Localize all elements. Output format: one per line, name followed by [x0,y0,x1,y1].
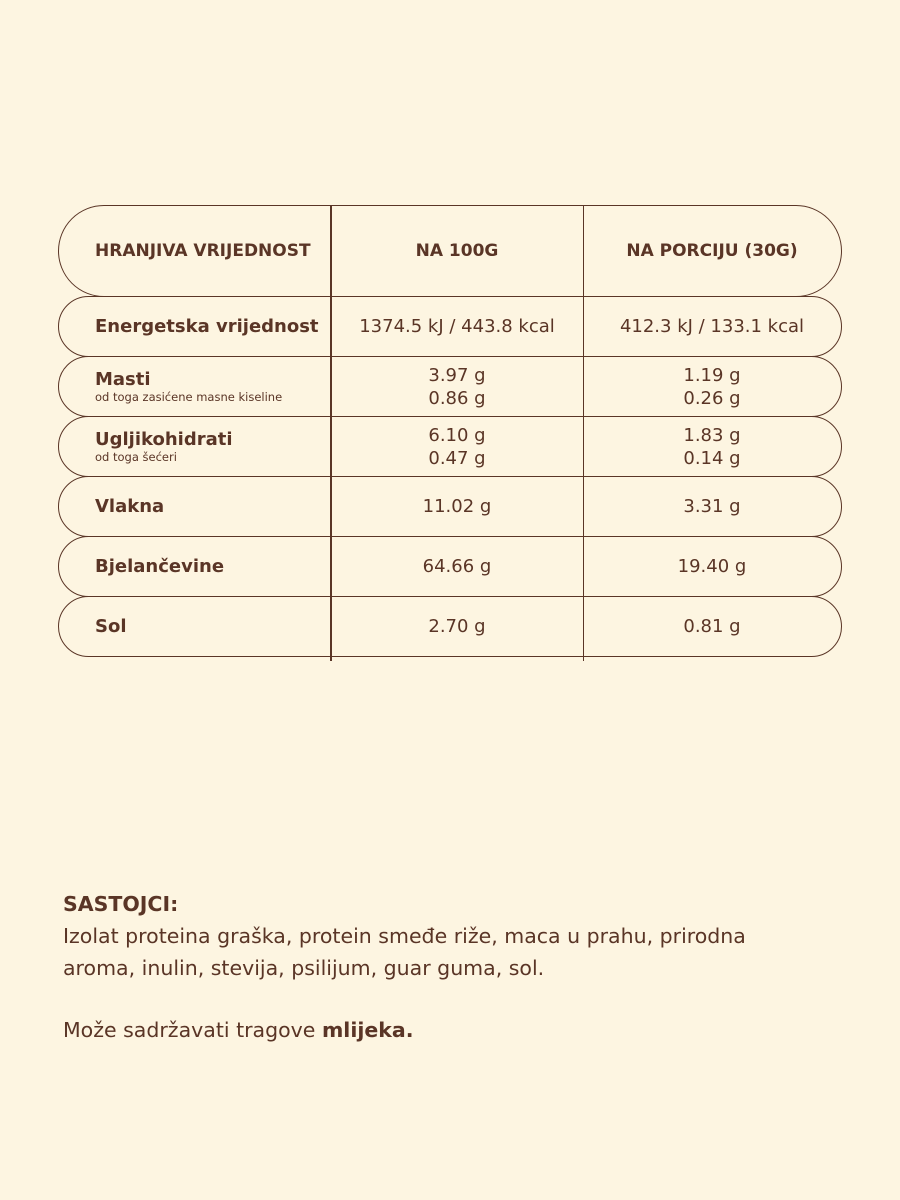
row-label: Sol [95,616,127,637]
ingredients-text: Izolat proteina graška, protein smeđe riže, maca u prahu, prirodna aroma, inulin, stevija, psilijum, guar guma, sol. [63,924,746,980]
allergen-highlight: mlijeka. [321,1018,414,1042]
value-per-serving: 0.81 g [683,616,741,637]
header-per-100g: NA 100G [415,241,499,261]
row-sublabel: od toga šećeri [95,450,177,464]
row-salt [58,596,842,657]
row-carbohydrates [58,416,842,477]
table-header-row [58,205,842,297]
row-label: Ugljikohidrati [95,429,233,450]
header-nutrition-label: HRANJIVA VRIJEDNOST [95,241,311,261]
value-per-100g: 1374.5 kJ / 443.8 kcal [359,316,555,337]
row-label: Vlakna [95,496,165,517]
ingredients-section [63,888,823,1046]
row-label: Bjelančevine [95,556,225,577]
row-fiber [58,476,842,537]
subvalue-per-100g: 0.47 g [428,447,486,469]
value-per-100g: 64.66 g [422,556,492,577]
subvalue-per-100g: 0.86 g [428,387,486,409]
row-protein [58,536,842,597]
column-divider-2 [583,206,584,661]
subvalue-per-serving: 0.14 g [683,447,741,469]
value-per-serving: 19.40 g [677,556,747,577]
value-per-100g: 6.10 g [428,424,486,446]
subvalue-per-serving: 0.26 g [683,387,741,409]
column-divider-1 [330,206,332,661]
value-per-serving: 3.31 g [683,496,741,517]
nutrition-table [58,206,842,657]
row-label: Masti [95,369,151,390]
allergen-prefix: Može sadržavati tragove [63,1018,316,1042]
value-per-serving: 1.19 g [683,364,741,386]
value-per-serving: 412.3 kJ / 133.1 kcal [619,316,805,337]
value-per-serving: 1.83 g [683,424,741,446]
row-fat [58,356,842,417]
row-label: Energetska vrijednost [95,316,319,337]
header-per-serving: NA PORCIJU (30G) [626,241,798,261]
row-energy [58,296,842,357]
allergen-notice [63,1014,823,1046]
row-sublabel: od toga zasićene masne kiseline [95,390,283,404]
ingredients-title: SASTOJCI: [63,892,179,916]
value-per-100g: 11.02 g [422,496,492,517]
value-per-100g: 3.97 g [428,364,486,386]
value-per-100g: 2.70 g [428,616,486,637]
